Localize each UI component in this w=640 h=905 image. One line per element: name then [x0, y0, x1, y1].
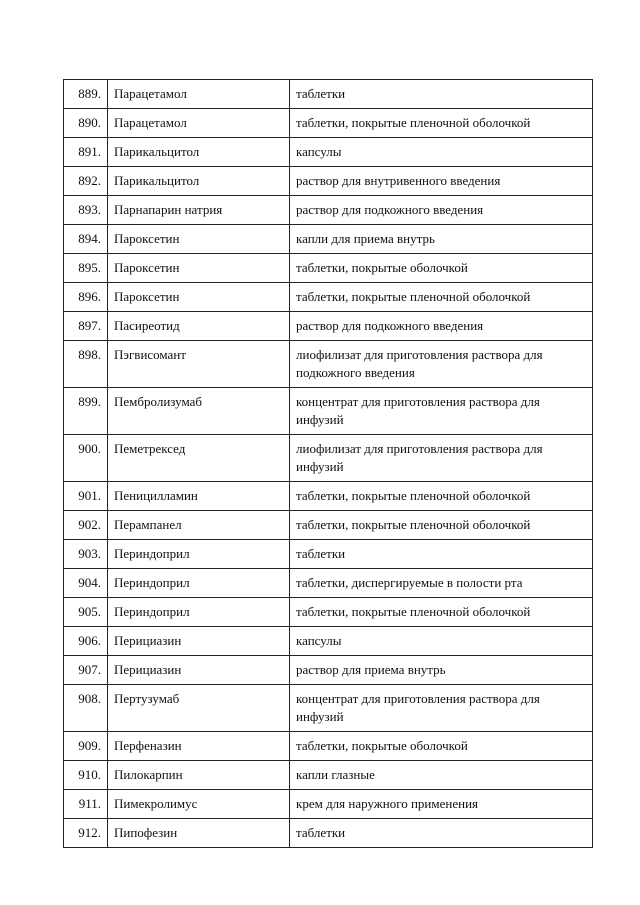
- drug-name: Перициазин: [108, 627, 290, 656]
- table-row: [64, 254, 593, 283]
- dosage-form: таблетки, покрытые оболочкой: [290, 254, 593, 283]
- drug-name: Пеметрексед: [108, 435, 290, 482]
- dosage-form: лиофилизат для приготовления раствора для инфузий: [290, 435, 593, 482]
- table-row: [64, 732, 593, 761]
- table-row: [64, 598, 593, 627]
- drug-name: Парнапарин натрия: [108, 196, 290, 225]
- dosage-form: таблетки, покрытые оболочкой: [290, 732, 593, 761]
- dosage-form: крем для наружного применения: [290, 790, 593, 819]
- table-row: [64, 341, 593, 388]
- row-number: 909.: [64, 732, 108, 761]
- row-number: 892.: [64, 167, 108, 196]
- row-number: 910.: [64, 761, 108, 790]
- dosage-form: таблетки: [290, 540, 593, 569]
- table-row: [64, 138, 593, 167]
- table-row: [64, 196, 593, 225]
- dosage-form: таблетки, покрытые пленочной оболочкой: [290, 283, 593, 312]
- dosage-form: лиофилизат для приготовления раствора для подкожного введения: [290, 341, 593, 388]
- row-number: 895.: [64, 254, 108, 283]
- drug-name: Периндоприл: [108, 569, 290, 598]
- dosage-form: раствор для приема внутрь: [290, 656, 593, 685]
- drug-name: Пембролизумаб: [108, 388, 290, 435]
- row-number: 896.: [64, 283, 108, 312]
- table-row: [64, 283, 593, 312]
- dosage-form: капли глазные: [290, 761, 593, 790]
- table-body: [64, 80, 593, 848]
- table-row: [64, 511, 593, 540]
- table-row: [64, 540, 593, 569]
- drug-name: Периндоприл: [108, 540, 290, 569]
- drug-name: Пароксетин: [108, 283, 290, 312]
- table-row: [64, 482, 593, 511]
- row-number: 900.: [64, 435, 108, 482]
- table-row: [64, 656, 593, 685]
- drug-name: Перампанел: [108, 511, 290, 540]
- table-row: [64, 627, 593, 656]
- dosage-form: таблетки, покрытые пленочной оболочкой: [290, 109, 593, 138]
- drug-name: Пимекролимус: [108, 790, 290, 819]
- row-number: 889.: [64, 80, 108, 109]
- row-number: 893.: [64, 196, 108, 225]
- dosage-form: концентрат для приготовления раствора для инфузий: [290, 685, 593, 732]
- drug-name: Перициазин: [108, 656, 290, 685]
- dosage-form: концентрат для приготовления раствора для инфузий: [290, 388, 593, 435]
- dosage-form: таблетки, покрытые пленочной оболочкой: [290, 482, 593, 511]
- dosage-form: раствор для подкожного введения: [290, 312, 593, 341]
- dosage-form: таблетки, диспергируемые в полости рта: [290, 569, 593, 598]
- table-row: [64, 685, 593, 732]
- row-number: 897.: [64, 312, 108, 341]
- table-row: [64, 109, 593, 138]
- row-number: 899.: [64, 388, 108, 435]
- row-number: 907.: [64, 656, 108, 685]
- row-number: 908.: [64, 685, 108, 732]
- row-number: 906.: [64, 627, 108, 656]
- dosage-form: таблетки, покрытые пленочной оболочкой: [290, 598, 593, 627]
- row-number: 903.: [64, 540, 108, 569]
- row-number: 911.: [64, 790, 108, 819]
- table-row: [64, 819, 593, 848]
- row-number: 905.: [64, 598, 108, 627]
- table-row: [64, 80, 593, 109]
- drug-name: Перфеназин: [108, 732, 290, 761]
- drug-name: Пертузумаб: [108, 685, 290, 732]
- row-number: 898.: [64, 341, 108, 388]
- table-row: [64, 790, 593, 819]
- drug-list-table: [63, 79, 593, 848]
- drug-name: Пароксетин: [108, 254, 290, 283]
- row-number: 904.: [64, 569, 108, 598]
- table-row: [64, 761, 593, 790]
- dosage-form: капсулы: [290, 138, 593, 167]
- drug-name: Периндоприл: [108, 598, 290, 627]
- drug-name: Пасиреотид: [108, 312, 290, 341]
- row-number: 894.: [64, 225, 108, 254]
- drug-name: Пилокарпин: [108, 761, 290, 790]
- drug-name: Пеницилламин: [108, 482, 290, 511]
- dosage-form: капсулы: [290, 627, 593, 656]
- dosage-form: таблетки: [290, 80, 593, 109]
- table-row: [64, 388, 593, 435]
- drug-name: Парацетамол: [108, 80, 290, 109]
- row-number: 902.: [64, 511, 108, 540]
- drug-name: Пипофезин: [108, 819, 290, 848]
- row-number: 901.: [64, 482, 108, 511]
- dosage-form: таблетки: [290, 819, 593, 848]
- dosage-form: раствор для внутривенного введения: [290, 167, 593, 196]
- table-row: [64, 569, 593, 598]
- row-number: 891.: [64, 138, 108, 167]
- drug-name: Пароксетин: [108, 225, 290, 254]
- table-row: [64, 312, 593, 341]
- row-number: 890.: [64, 109, 108, 138]
- drug-name: Парацетамол: [108, 109, 290, 138]
- drug-name: Парикальцитол: [108, 167, 290, 196]
- dosage-form: таблетки, покрытые пленочной оболочкой: [290, 511, 593, 540]
- table-row: [64, 435, 593, 482]
- table-row: [64, 167, 593, 196]
- drug-name: Парикальцитол: [108, 138, 290, 167]
- drug-name: Пэгвисомант: [108, 341, 290, 388]
- table-row: [64, 225, 593, 254]
- dosage-form: раствор для подкожного введения: [290, 196, 593, 225]
- dosage-form: капли для приема внутрь: [290, 225, 593, 254]
- row-number: 912.: [64, 819, 108, 848]
